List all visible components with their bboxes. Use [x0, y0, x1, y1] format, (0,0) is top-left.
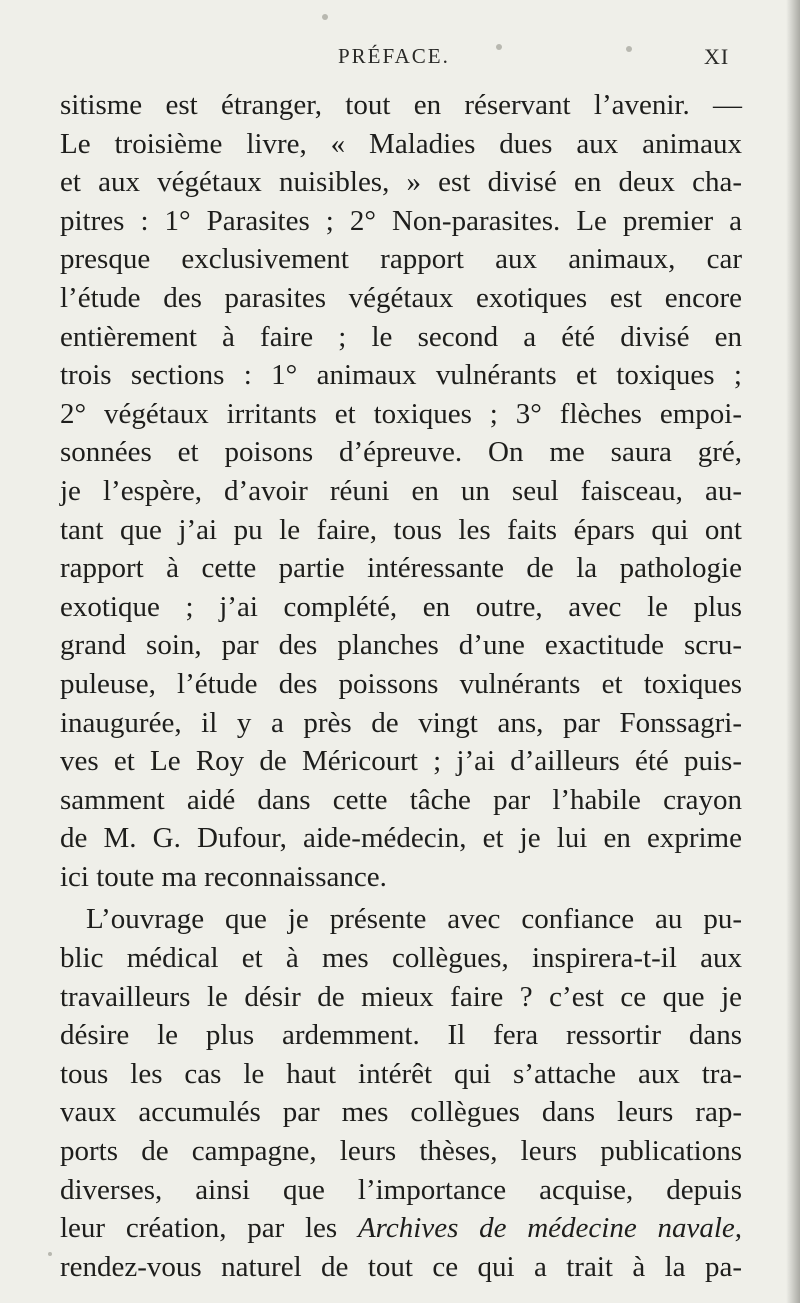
text-line: ici toute ma reconnaissance.	[60, 860, 387, 893]
text-line: tous les cas le haut intérêt qui s’attache aux tra-	[60, 1057, 742, 1090]
text-line: rendez-vous naturel de tout ce qui a trait à la pa-	[60, 1250, 742, 1283]
text-line: exotique ; j’ai complété, en outre, avec le plus	[60, 590, 742, 623]
text-line: sitisme est étranger, tout en réservant l’avenir. —	[60, 89, 742, 121]
text-line: vaux accumulés par mes collègues dans leurs rap-	[60, 1096, 742, 1129]
text-line: Le troisième livre, « Maladies dues aux animaux	[60, 127, 742, 160]
text-line: inaugurée, il y a près de vingt ans, par Fonssagri-	[60, 706, 742, 739]
text-line: 2° végétaux irritants et toxiques ; 3° flèches empoi-	[60, 397, 742, 430]
text-line: L’ouvrage que je présente avec confiance au pu-	[86, 903, 742, 936]
paragraph-2	[60, 900, 742, 1286]
text-line: presque exclusivement rapport aux animaux, car	[60, 243, 742, 276]
text-line-with-italic	[60, 1209, 742, 1248]
text-line: puleuse, l’étude des poissons vulnérants et toxiques	[60, 667, 742, 700]
journal-title: Archives de médecine navale,	[357, 1212, 743, 1245]
running-title: PRÉFACE.	[338, 44, 450, 68]
text-line: sonnées et poisons d’épreuve. On me saura gré,	[60, 436, 742, 469]
text-line: de M. G. Dufour, aide-médecin, et je lui en exprime	[60, 822, 742, 855]
page-number: XI	[704, 44, 730, 69]
text-line: entièrement à faire ; le second a été divisé en	[60, 320, 742, 353]
text-run: leur création, par les	[60, 1212, 358, 1245]
text-line: l’étude des parasites végétaux exotiques est encore	[60, 281, 742, 314]
text-line: samment aidé dans cette tâche par l’habile crayon	[60, 783, 742, 816]
paper-speck	[48, 1252, 52, 1256]
text-line: et aux végétaux nuisibles, » est divisé en deux cha-	[60, 166, 742, 199]
paper-speck	[322, 14, 328, 20]
text-line: travailleurs le désir de mieux faire ? c’est ce que je	[60, 980, 742, 1013]
text-line: blic médical et à mes collègues, inspirera-t-il aux	[60, 942, 742, 975]
body-text	[60, 86, 742, 1286]
text-line: diverses, ainsi que l’importance acquise, depuis	[60, 1173, 742, 1206]
text-line: désire le plus ardemment. Il fera ressortir dans	[60, 1019, 742, 1052]
text-line: je l’espère, d’avoir réuni en un seul faisceau, au-	[60, 474, 742, 507]
text-line: tant que j’ai pu le faire, tous les faits épars qui ont	[60, 513, 742, 546]
text-line: grand soin, par des planches d’une exactitude scru-	[60, 629, 742, 662]
page-header	[0, 44, 800, 80]
text-line: rapport à cette partie intéressante de la pathologie	[60, 552, 742, 585]
paragraph-1	[60, 86, 742, 896]
text-line: pitres : 1° Parasites ; 2° Non-parasites. Le premier a	[60, 204, 742, 237]
page-edge-shadow	[786, 0, 800, 1303]
text-line: ves et Le Roy de Méricourt ; j’ai d’ailleurs été puis-	[60, 745, 742, 778]
text-line: trois sections : 1° animaux vulnérants et toxiques ;	[60, 359, 742, 392]
text-line: ports de campagne, leurs thèses, leurs publications	[60, 1135, 742, 1168]
